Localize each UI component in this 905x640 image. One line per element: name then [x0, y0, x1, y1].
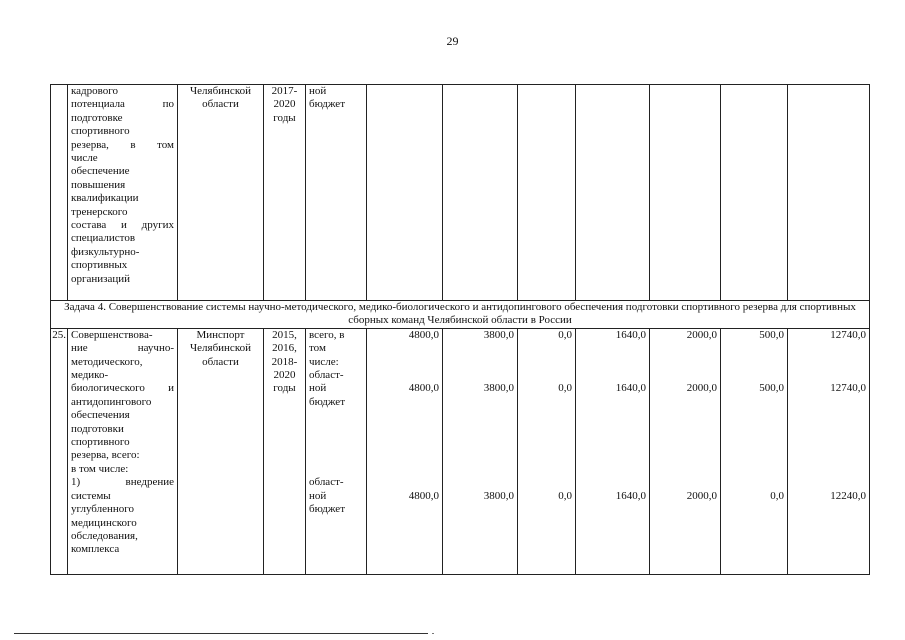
text-line: бюджет: [309, 503, 345, 516]
text-line: потенциала по: [71, 98, 174, 111]
text-line: организаций: [71, 272, 131, 285]
cell-empty: [518, 85, 576, 301]
cell-funding-source: [306, 328, 367, 574]
value-year: 500,0: [759, 328, 784, 341]
task-header-row: [51, 301, 870, 329]
cell-empty: [443, 85, 518, 301]
task-header: Задача 4. Совершенствование системы научно-методического, медико-биологического и антидопингового обеспечения подготовки спортивного резерва для спортивных сборных команд Челябинской области в России: [51, 301, 870, 329]
page-footer-mark: [432, 633, 434, 634]
cell-empty: [576, 85, 650, 301]
text-line: 2018-: [271, 355, 298, 368]
value-total: 4800,0: [408, 382, 439, 395]
text-line: Челябинской: [189, 85, 251, 97]
page-footer-rule: [14, 633, 428, 634]
cell-period: [264, 85, 306, 301]
value-year: 2000,0: [686, 382, 717, 395]
cell-executor: [178, 85, 264, 301]
cell-number: [51, 85, 68, 301]
text-line: в том числе:: [71, 462, 129, 475]
text-line: том: [309, 342, 326, 355]
value-year: 12240,0: [830, 489, 866, 502]
cell-total: [367, 328, 443, 574]
page-number: 29: [446, 34, 459, 48]
value-year: 1640,0: [615, 382, 646, 395]
cell-empty: [650, 85, 721, 301]
cell-number: 25.: [51, 328, 68, 574]
text-line: ной: [309, 382, 327, 395]
text-line: антидопингового: [71, 395, 152, 408]
text-line: ной: [309, 489, 327, 502]
text-line: 2016,: [272, 342, 297, 355]
text-line: ной: [309, 85, 327, 97]
cell-executor: [178, 328, 264, 574]
text-line: спортивного: [71, 125, 130, 138]
value-year: 1640,0: [615, 328, 646, 341]
cell-year-6: [788, 328, 870, 574]
table-row-continued: [51, 85, 870, 301]
value-year: 0,0: [558, 328, 572, 341]
text-line: 1) внедрение: [71, 476, 174, 489]
text-line: системы: [71, 489, 111, 502]
cell-empty: [367, 85, 443, 301]
text-line: спортивных: [71, 259, 128, 272]
text-line: состава и других: [71, 219, 174, 232]
text-line: обеспечения: [71, 409, 130, 422]
value-year: 3800,0: [483, 382, 514, 395]
text-line: кадрового: [71, 85, 119, 97]
text-line: подготовки: [71, 422, 124, 435]
value-total: 4800,0: [408, 489, 439, 502]
text-line: Совершенствова-: [71, 328, 153, 341]
table-row-25: [51, 328, 870, 574]
text-line: 2015,: [272, 328, 297, 341]
text-line: физкультурно-: [71, 245, 140, 258]
text-line: обеспечение: [71, 165, 130, 178]
cell-year-1: [443, 328, 518, 574]
text-line: 2020: [273, 369, 296, 382]
text-line: резерва, всего:: [71, 449, 140, 462]
text-line: бюджет: [309, 98, 345, 111]
text-line: Челябинской: [189, 342, 251, 355]
value-year: 12740,0: [830, 328, 866, 341]
text-line: комплекса: [71, 543, 120, 556]
cell-year-2: [518, 328, 576, 574]
text-line: Минспорт: [196, 328, 245, 341]
cell-empty: [788, 85, 870, 301]
text-line: 2017-: [271, 85, 298, 97]
text-line: спортивного: [71, 436, 130, 449]
text-line: числе: [71, 152, 98, 165]
value-year: 1640,0: [615, 489, 646, 502]
text-line: резерва, в том: [71, 138, 174, 151]
value-year: 2000,0: [686, 489, 717, 502]
text-line: 2020: [273, 98, 296, 111]
text-line: област-: [309, 476, 344, 489]
cell-empty: [721, 85, 788, 301]
text-line: углубленного: [71, 503, 135, 516]
value-year: 0,0: [770, 489, 784, 502]
text-line: методического,: [71, 355, 143, 368]
value-year: 2000,0: [686, 328, 717, 341]
cell-year-3: [576, 328, 650, 574]
text-line: области: [202, 98, 239, 111]
value-year: 500,0: [759, 382, 784, 395]
value-year: 0,0: [558, 489, 572, 502]
text-line: бюджет: [309, 395, 345, 408]
text-line: всего, в: [309, 328, 345, 341]
cell-event-name: [68, 85, 178, 301]
value-total: 4800,0: [408, 328, 439, 341]
text-line: специалистов: [71, 232, 136, 245]
value-year: 3800,0: [483, 489, 514, 502]
text-line: годы: [273, 111, 296, 124]
cell-period: [264, 328, 306, 574]
text-line: ние научно-: [71, 342, 174, 355]
text-line: тренерского: [71, 205, 128, 218]
text-line: обследования,: [71, 529, 138, 542]
cell-year-5: [721, 328, 788, 574]
value-year: 3800,0: [483, 328, 514, 341]
text-line: подготовке: [71, 111, 123, 124]
text-line: числе:: [309, 355, 339, 368]
text-line: медицинского: [71, 516, 137, 529]
value-year: 12740,0: [830, 382, 866, 395]
text-line: област-: [309, 369, 344, 382]
cell-event-name: [68, 328, 178, 574]
text-line: квалификации: [71, 192, 139, 205]
text-line: годы: [273, 382, 296, 395]
value-year: 0,0: [558, 382, 572, 395]
text-line: повышения: [71, 178, 126, 191]
program-table: [50, 84, 870, 575]
text-line: биологического и: [71, 382, 174, 395]
cell-year-4: [650, 328, 721, 574]
cell-funding-source: [306, 85, 367, 301]
text-line: медико-: [71, 369, 109, 382]
text-line: области: [202, 355, 239, 368]
